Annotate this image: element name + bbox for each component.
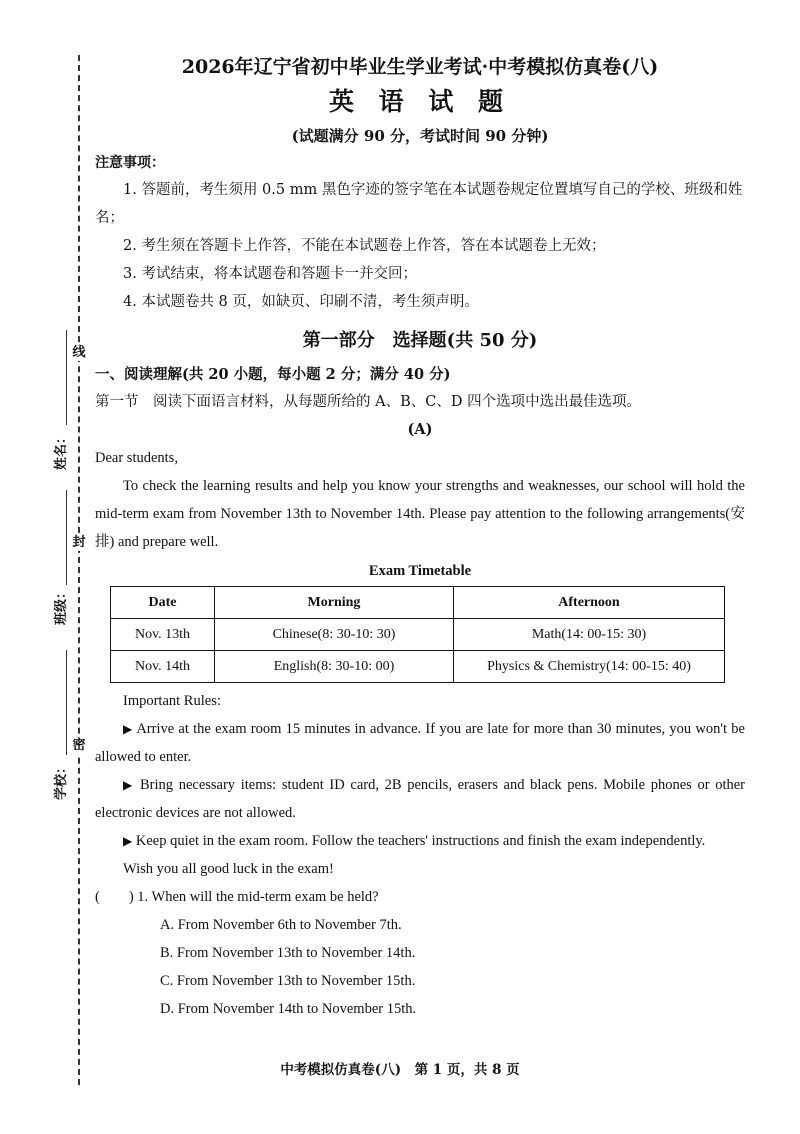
binding-char-feng: 封 xyxy=(70,535,88,551)
rule-text: Bring necessary items: student ID card, 2B pencils, erasers and black pens. Mobile phones or other electronic devices are not allowed. xyxy=(95,777,746,821)
option-b: B. From November 13th to November 14th. xyxy=(160,945,416,961)
exam-timetable xyxy=(110,586,725,683)
table-header: Afternoon xyxy=(454,587,725,619)
table-cell: Math(14: 00-15: 30) xyxy=(454,619,725,651)
table-row xyxy=(111,651,725,683)
notice-title: 注意事项： xyxy=(95,155,165,171)
exam-page xyxy=(95,52,745,1023)
exam-note: (试题满分 90 分，考试时间 90 分钟) xyxy=(291,127,549,145)
timetable-title: Exam Timetable xyxy=(368,563,472,579)
table-row xyxy=(111,619,725,651)
rule-item xyxy=(95,827,745,855)
table-cell: Physics & Chemistry(14: 00-15: 40) xyxy=(454,651,725,683)
section-title: 一、阅读理解(共 20 小题，每小题 2 分；满分 40 分) xyxy=(95,366,451,383)
option-c: C. From November 13th to November 15th. xyxy=(160,973,416,989)
subsection-instruction: 第一节 阅读下面语言材料，从每题所给的 A、B、C、D 四个选项中选出最佳选项。 xyxy=(95,394,642,410)
passage-label: (A) xyxy=(407,421,433,438)
school-label: 学校： xyxy=(54,760,69,800)
arrow-bullet-icon: ▶ xyxy=(123,722,133,736)
name-label: 姓名： xyxy=(54,430,69,470)
rule-item xyxy=(95,771,745,827)
class-blank[interactable] xyxy=(66,490,67,585)
option-d: D. From November 14th to November 15th. xyxy=(160,1001,417,1017)
class-label: 班级： xyxy=(54,585,69,625)
rule-text: Keep quiet in the exam room. Follow the teachers' instructions and finish the exam independently. xyxy=(135,833,706,849)
name-blank[interactable] xyxy=(66,330,67,425)
notice-item: 4. 本试题卷共 8 页，如缺页、印刷不清，考生须声明。 xyxy=(123,294,479,310)
binding-char-xian: 线 xyxy=(70,345,88,361)
notice-item: 2. 考生须在答题卡上作答，不能在本试题卷上作答，答在本试题卷上无效； xyxy=(123,238,606,254)
passage-paragraph: To check the learning results and help you know your strengths and weaknesses, our school will hold the mid-term exam from November 13th to November 14th. Please pay attention to the following arrangements(安排) and prepare well. xyxy=(95,478,745,550)
notice-item: 1. 答题前，考生须用 0.5 mm 黑色字迹的签字笔在本试题卷规定位置填写自己的学校、班级和姓名； xyxy=(95,182,743,226)
exam-title: 2026年辽宁省初中毕业生学业考试·中考模拟仿真卷(八) xyxy=(181,56,659,78)
rule-text: Arrive at the exam room 15 minutes in advance. If you are late for more than 30 minutes, you won't be allowed to enter. xyxy=(95,721,745,765)
table-header-row xyxy=(111,587,725,619)
rule-item xyxy=(95,715,745,771)
table-cell: Nov. 13th xyxy=(111,619,215,651)
notice-item: 3. 考试结束，将本试题卷和答题卡一并交回； xyxy=(123,266,417,282)
letter-closing: Wish you all good luck in the exam! xyxy=(123,861,334,877)
question-text: 1. When will the mid-term exam be held? xyxy=(137,889,379,905)
part1-title: 第一部分 选择题(共 50 分) xyxy=(302,330,538,351)
page-footer: 中考模拟仿真卷(八) 第 1 页，共 8 页 xyxy=(280,1062,520,1078)
table-cell: English(8: 30-10: 00) xyxy=(215,651,454,683)
binding-dashed-line xyxy=(78,55,80,1085)
rules-title: Important Rules: xyxy=(123,693,221,709)
option-a: A. From November 6th to November 7th. xyxy=(160,917,402,933)
answer-bracket[interactable]: ( ) xyxy=(95,889,134,905)
table-header: Date xyxy=(111,587,215,619)
arrow-bullet-icon: ▶ xyxy=(123,834,133,848)
subject-title: 英 语 试 题 xyxy=(328,87,512,116)
table-cell: Chinese(8: 30-10: 30) xyxy=(215,619,454,651)
table-header: Morning xyxy=(215,587,454,619)
question-1 xyxy=(95,883,745,911)
table-cell: Nov. 14th xyxy=(111,651,215,683)
binding-char-mi: 密 xyxy=(70,738,88,754)
letter-greeting: Dear students, xyxy=(95,450,178,466)
arrow-bullet-icon: ▶ xyxy=(123,778,135,792)
school-blank[interactable] xyxy=(66,650,67,755)
